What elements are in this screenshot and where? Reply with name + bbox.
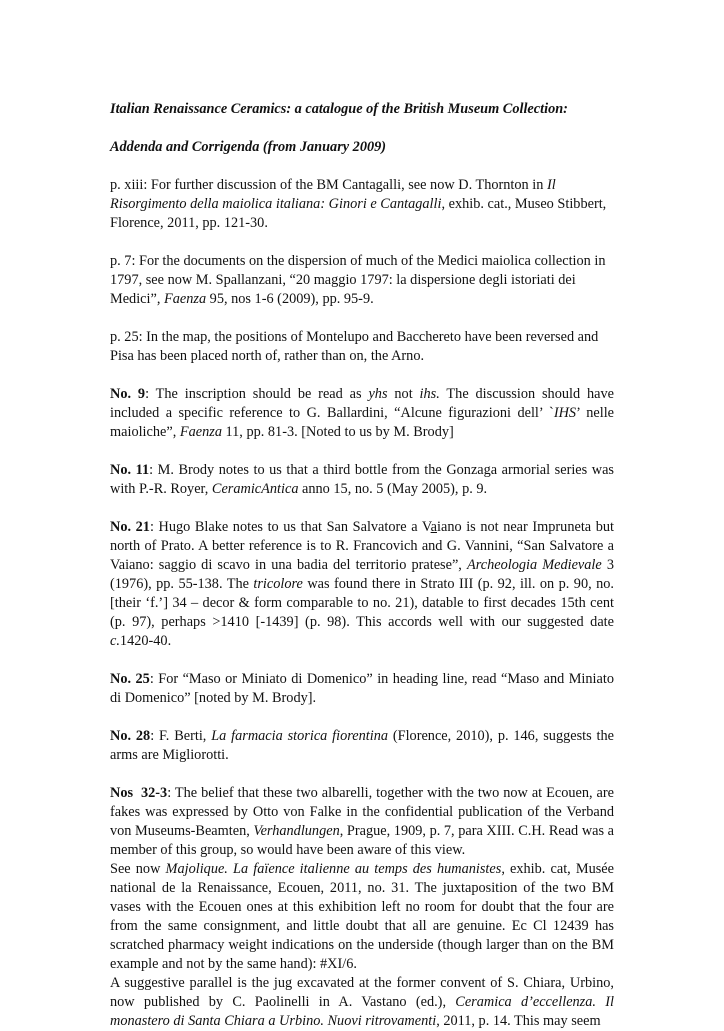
entry-label: No. 21 bbox=[110, 519, 150, 535]
entry-label: No. 11 bbox=[110, 462, 150, 478]
entry-p-xiii: p. xiii: For further discussion of the BM Cantagalli, see now D. Thornton in Il Risorgimento della maiolica italiana: Ginori e Cantagalli, exhib. cat., Museo Stibbert, Florence, 2011, pp. 121-30. bbox=[110, 177, 607, 231]
entry-no-28: No. 28: F. Berti, La farmacia storica fiorentina (Florence, 2010), p. 146, suggests the arms are Migliorotti. bbox=[110, 728, 614, 763]
entry-label: No. 28 bbox=[110, 728, 151, 744]
entry-p-25: p. 25: In the map, the positions of Montelupo and Bacchereto have been reversed and Pisa has been placed north of, rather than on, the Arno. bbox=[110, 329, 599, 364]
entry-no-25: No. 25: For “Maso or Miniato di Domenico” in heading line, read “Maso and Miniato di Domenico” [noted by M. Brody]. bbox=[110, 671, 614, 706]
entry-no-21: No. 21: Hugo Blake notes to us that San Salvatore a Vaiano is not near Impruneta but north of Prato. A better reference is to R. Francovich and G. Vannini, “San Salvatore a Vaiano: saggio di scavo in una badia del territorio pratese”, Archeologia Medievale 3 (1976), pp. 55-138. The tricolore was found there in Strato III (p. 92, ill. on p. 90, no. [their ‘f.’] 34 – decor & form comparable to no. 21), datable to first decades 15th cent (p. 97), perhaps >1410 [-1439] (p. 98). This accords well with our suggested date c.1420-40. bbox=[110, 519, 614, 649]
entry-nos-32-3-continued: See now Majolique. La faïence italienne au temps des humanistes, exhib. cat, Musée national de la Renaissance, Ecouen, 2011, no. 31. The juxtaposition of the two BM vases with the Ecouen ones at this exhibition left no room for doubt that the four are from the same consignment, and little doubt that all are genuine. Ec Cl 12439 has scratched pharmacy weight indications on the underside (though larger than on the BM example and not by the same hand): #XI/6. bbox=[110, 861, 614, 972]
addenda-subtitle: Addenda and Corrigenda (from January 2009) bbox=[110, 139, 387, 155]
entry-label: No. 25 bbox=[110, 671, 150, 687]
entry-label: No. 9 bbox=[110, 386, 146, 402]
entry-p-7: p. 7: For the documents on the dispersion of much of the Medici maiolica collection in 1797, see now M. Spallanzani, “20 maggio 1797: la dispersione degli istoriati dei Medici”, Faenza 95, nos 1-6 (2009), pp. 95-9. bbox=[110, 253, 606, 307]
entry-label: Nos 32-3 bbox=[110, 785, 168, 801]
entry-no-9: No. 9: The inscription should be read as yhs not ihs. The discussion should have included a specific reference to G. Ballardini, “Alcune figurazioni dell’ `IHS’ nelle maioliche”, Faenza 11, pp. 81-3. [Noted to us by M. Brody] bbox=[110, 386, 615, 440]
catalogue-title: Italian Renaissance Ceramics: a catalogue of the British Museum Collection: bbox=[110, 101, 568, 117]
entry-nos-32-3-parallel: A suggestive parallel is the jug excavated at the former convent of S. Chiara, Urbino, now published by C. Paolinelli in A. Vastano (ed.), Ceramica d’eccellenza. Il monastero di Santa Chiara a Urbino. Nuovi ritrovamenti, 2011, p. 14. This may seem bbox=[110, 975, 614, 1029]
entry-no-11: No. 11: M. Brody notes to us that a third bottle from the Gonzaga armorial series was with P.-R. Royer, CeramicAntica anno 15, no. 5 (May 2005), p. 9. bbox=[110, 462, 614, 497]
entry-nos-32-3: Nos 32-3: The belief that these two albarelli, together with the two now at Ecouen, are fakes was expressed by Otto von Falke in the confidential publication of the Verband von Museums-Beamten, Verhandlungen, Prague, 1909, p. 7, para XIII. C.H. Read was a member of this group, so would have been aware of this view. bbox=[110, 785, 614, 858]
